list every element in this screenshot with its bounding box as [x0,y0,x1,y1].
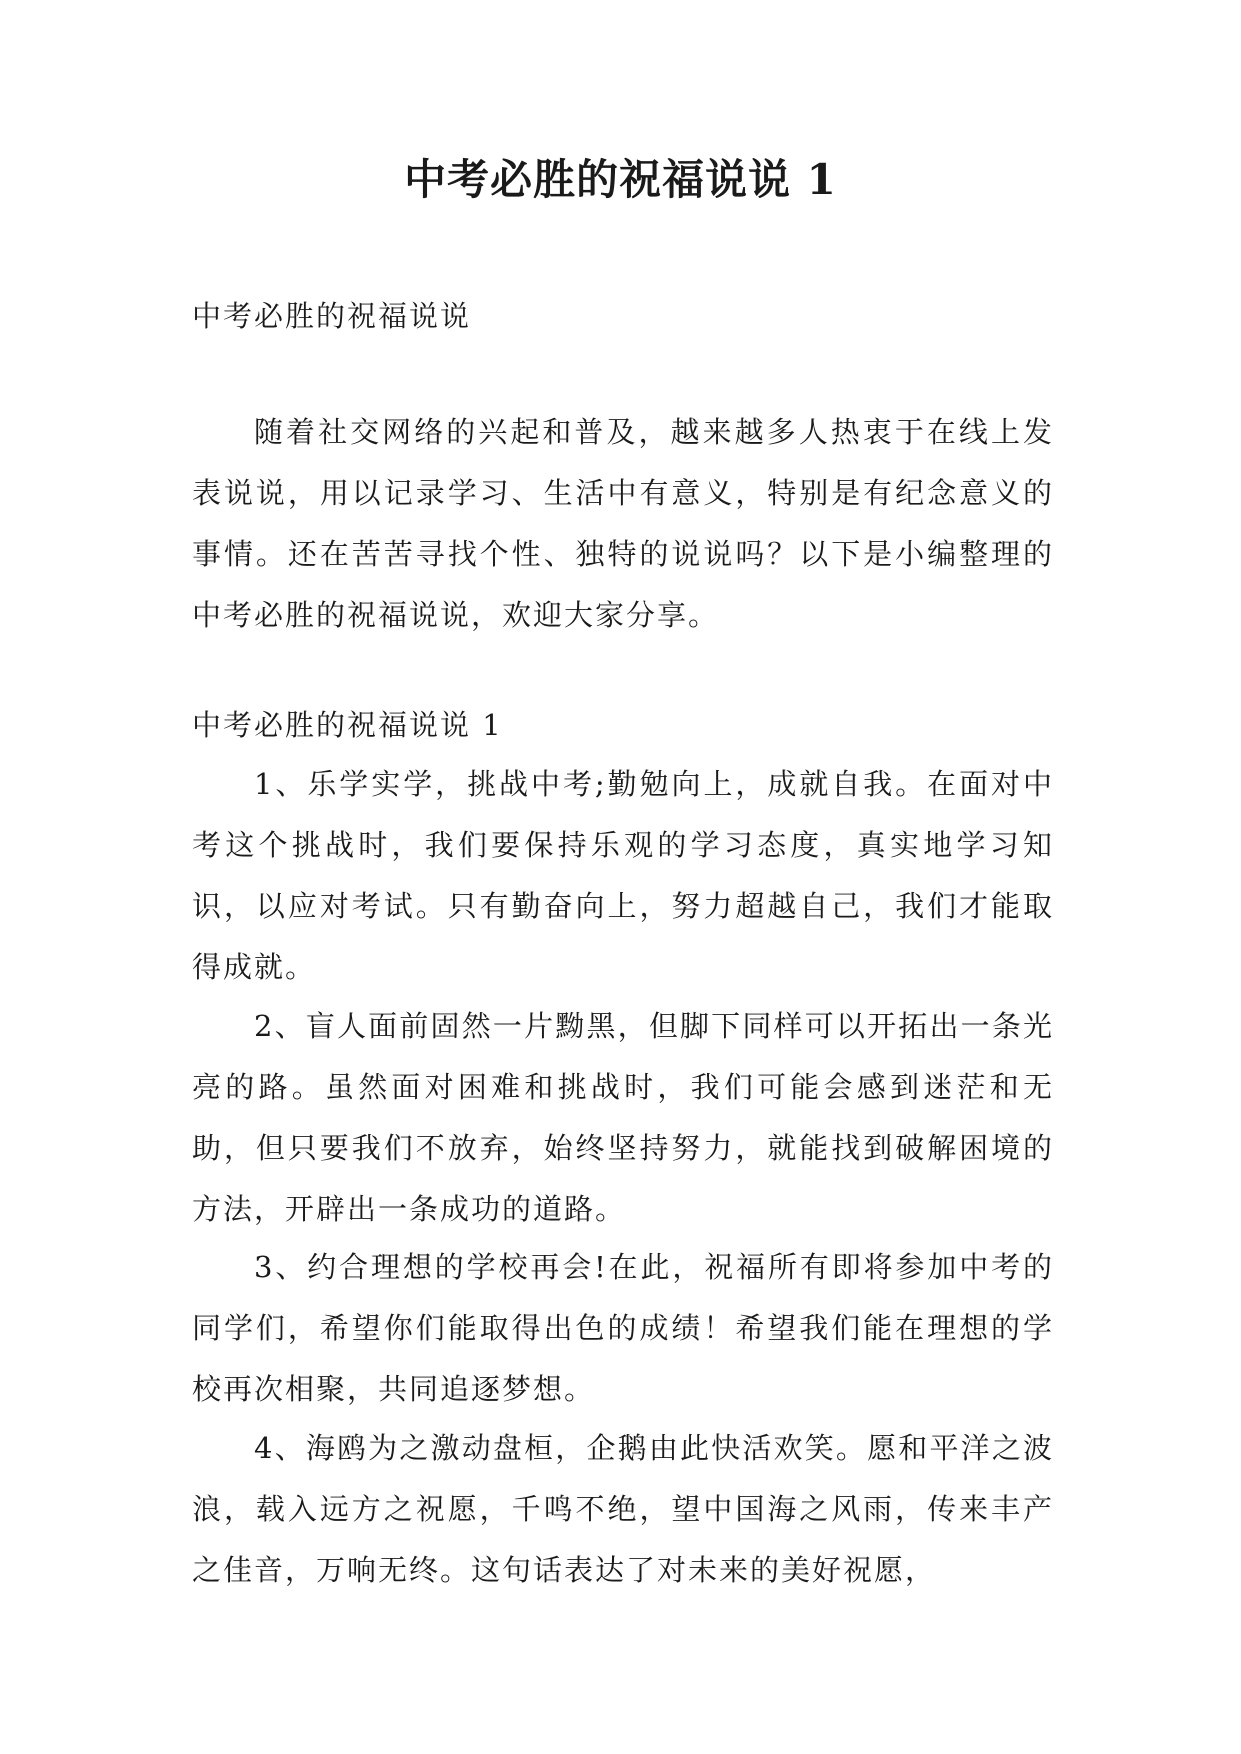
intro-paragraph: 随着社交网络的兴起和普及，越来越多人热衷于在线上发表说说，用以记录学习、生活中有意义，特别是有纪念意义的事情。还在苦苦寻找个性、独特的说说吗？以下是小编整理的中考必胜的祝福说说，欢迎大家分享。 [192,415,1054,632]
document-subtitle: 中考必胜的祝福说说 [192,299,472,333]
list-item: 2、盲人面前固然一片黝黑，但脚下同样可以开拓出一条光亮的路。虽然面对困难和挑战时，我们可能会感到迷茫和无助，但只要我们不放弃，始终坚持努力，就能找到破解困境的方法，开辟出一条成功的道路。 [192,1009,1054,1226]
list-item: 4、海鸥为之激动盘桓，企鹅由此快活欢笑。愿和平洋之波浪，载入远方之祝愿，千鸣不绝，望中国海之风雨，传来丰产之佳音，万响无终。这句话表达了对未来的美好祝愿， [192,1431,1054,1587]
page-title: 中考必胜的祝福说说 1 [404,155,837,204]
list-item: 1、乐学实学，挑战中考;勤勉向上，成就自我。在面对中考这个挑战时，我们要保持乐观的学习态度，真实地学习知识，以应对考试。只有勤奋向上，努力超越自己，我们才能取得成就。 [192,767,1054,984]
section-heading: 中考必胜的祝福说说 1 [192,708,503,742]
list-item: 3、约合理想的学校再会!在此，祝福所有即将参加中考的同学们，希望你们能取得出色的成绩！希望我们能在理想的学校再次相聚，共同追逐梦想。 [192,1250,1054,1406]
